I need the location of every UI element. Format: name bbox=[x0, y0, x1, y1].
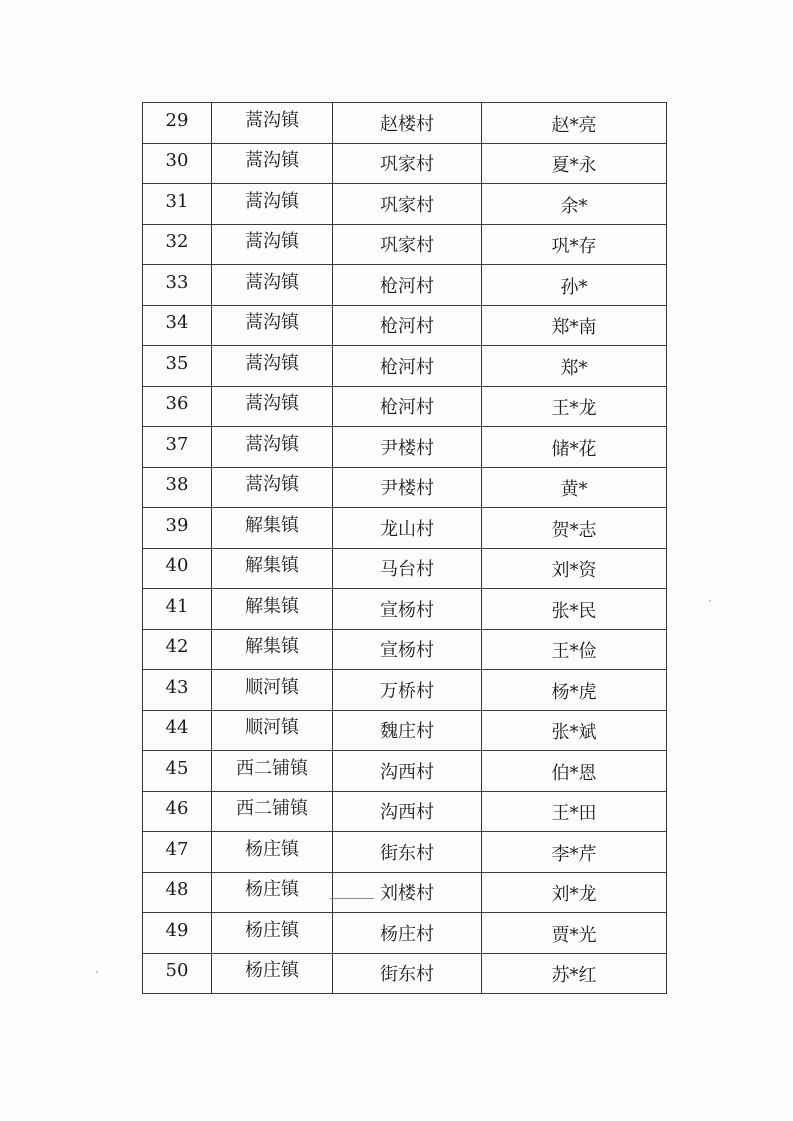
person-name-cell bbox=[482, 670, 667, 711]
table-row bbox=[143, 427, 667, 468]
person-name-cell-text: 储*花 bbox=[551, 438, 597, 460]
table-row bbox=[143, 913, 667, 954]
table-row bbox=[143, 386, 667, 427]
village-cell bbox=[333, 751, 482, 792]
row-number-cell-text: 40 bbox=[165, 555, 189, 577]
table-row bbox=[143, 548, 667, 589]
person-name-cell bbox=[482, 427, 667, 468]
person-name-cell bbox=[482, 872, 667, 913]
village-cell bbox=[333, 103, 482, 144]
town-cell bbox=[212, 467, 333, 508]
town-cell-text: 西二铺镇 bbox=[236, 757, 308, 779]
town-cell bbox=[212, 670, 333, 711]
village-cell bbox=[333, 346, 482, 387]
row-number-cell-text: 38 bbox=[165, 474, 189, 496]
row-number-cell-text: 42 bbox=[165, 636, 189, 658]
person-name-cell-text: 余* bbox=[560, 195, 588, 217]
table-row bbox=[143, 143, 667, 184]
person-name-cell bbox=[482, 629, 667, 670]
row-number-cell bbox=[143, 670, 212, 711]
village-cell bbox=[333, 629, 482, 670]
person-name-cell bbox=[482, 751, 667, 792]
row-number-cell bbox=[143, 629, 212, 670]
town-cell bbox=[212, 305, 333, 346]
person-name-cell bbox=[482, 346, 667, 387]
table-row bbox=[143, 103, 667, 144]
person-name-cell bbox=[482, 386, 667, 427]
village-cell bbox=[333, 913, 482, 954]
table-row bbox=[143, 589, 667, 630]
table-row bbox=[143, 265, 667, 306]
person-name-cell-text: 巩*存 bbox=[551, 236, 597, 258]
town-cell bbox=[212, 953, 333, 994]
row-number-cell bbox=[143, 791, 212, 832]
table-row bbox=[143, 751, 667, 792]
person-name-cell-text: 张*斌 bbox=[551, 722, 597, 744]
town-cell-text: 顺河镇 bbox=[245, 717, 299, 739]
village-cell-text: 万桥村 bbox=[380, 680, 434, 702]
table-row bbox=[143, 953, 667, 994]
person-name-cell bbox=[482, 508, 667, 549]
row-number-cell bbox=[143, 872, 212, 913]
row-number-cell-text: 36 bbox=[165, 393, 189, 415]
row-number-cell bbox=[143, 548, 212, 589]
village-cell bbox=[333, 791, 482, 832]
table-row bbox=[143, 184, 667, 225]
village-cell-text: 魏庄村 bbox=[380, 721, 434, 743]
village-cell-text: 巩家村 bbox=[380, 154, 434, 176]
roster-table bbox=[142, 102, 667, 994]
village-cell-text: 枪河村 bbox=[380, 275, 434, 297]
roster-table-body bbox=[143, 103, 667, 994]
village-cell bbox=[333, 670, 482, 711]
village-cell bbox=[333, 508, 482, 549]
town-cell bbox=[212, 224, 333, 265]
village-cell-text: 马台村 bbox=[380, 559, 434, 581]
person-name-cell-text: 王*田 bbox=[551, 803, 597, 825]
person-name-cell bbox=[482, 953, 667, 994]
village-cell-text: 尹楼村 bbox=[380, 478, 434, 500]
town-cell-text: 蒿沟镇 bbox=[245, 352, 299, 374]
person-name-cell-text: 郑* bbox=[560, 357, 588, 379]
town-cell bbox=[212, 386, 333, 427]
row-number-cell-text: 45 bbox=[165, 757, 189, 779]
table-row bbox=[143, 224, 667, 265]
row-number-cell bbox=[143, 751, 212, 792]
person-name-cell-text: 张*民 bbox=[551, 600, 597, 622]
town-cell bbox=[212, 872, 333, 913]
row-number-cell bbox=[143, 710, 212, 751]
town-cell-text: 蒿沟镇 bbox=[245, 433, 299, 455]
row-number-cell-text: 30 bbox=[165, 150, 189, 172]
row-number-cell-text: 32 bbox=[165, 231, 189, 253]
town-cell bbox=[212, 346, 333, 387]
row-number-cell bbox=[143, 143, 212, 184]
town-cell bbox=[212, 710, 333, 751]
table-row bbox=[143, 629, 667, 670]
village-cell-text: 沟西村 bbox=[380, 802, 434, 824]
town-cell-text: 解集镇 bbox=[245, 595, 299, 617]
town-cell-text: 杨庄镇 bbox=[245, 879, 299, 901]
village-cell bbox=[333, 184, 482, 225]
person-name-cell bbox=[482, 548, 667, 589]
person-name-cell-text: 黄* bbox=[560, 479, 588, 501]
person-name-cell-text: 孙* bbox=[560, 276, 588, 298]
person-name-cell bbox=[482, 710, 667, 751]
person-name-cell-text: 郑*南 bbox=[551, 317, 597, 339]
town-cell bbox=[212, 913, 333, 954]
row-number-cell bbox=[143, 386, 212, 427]
town-cell-text: 解集镇 bbox=[245, 555, 299, 577]
row-number-cell-text: 35 bbox=[165, 352, 189, 374]
table-row bbox=[143, 791, 667, 832]
town-cell-text: 蒿沟镇 bbox=[245, 150, 299, 172]
town-cell-text: 蒿沟镇 bbox=[245, 231, 299, 253]
row-number-cell-text: 31 bbox=[165, 190, 189, 212]
table-row bbox=[143, 346, 667, 387]
village-cell bbox=[333, 305, 482, 346]
town-cell bbox=[212, 265, 333, 306]
person-name-cell-text: 王*俭 bbox=[551, 641, 597, 663]
village-cell-text: 枪河村 bbox=[380, 356, 434, 378]
village-cell bbox=[333, 265, 482, 306]
village-cell-text: 赵楼村 bbox=[380, 113, 434, 135]
row-number-cell bbox=[143, 953, 212, 994]
person-name-cell bbox=[482, 467, 667, 508]
person-name-cell bbox=[482, 103, 667, 144]
person-name-cell bbox=[482, 265, 667, 306]
table-row bbox=[143, 832, 667, 873]
town-cell bbox=[212, 508, 333, 549]
person-name-cell bbox=[482, 143, 667, 184]
village-cell bbox=[333, 953, 482, 994]
village-cell bbox=[333, 467, 482, 508]
row-number-cell bbox=[143, 427, 212, 468]
village-cell-text: 街东村 bbox=[380, 964, 434, 986]
row-number-cell-text: 47 bbox=[165, 838, 189, 860]
person-name-cell bbox=[482, 913, 667, 954]
town-cell-text: 杨庄镇 bbox=[245, 960, 299, 982]
person-name-cell-text: 贾*光 bbox=[551, 924, 597, 946]
town-cell-text: 西二铺镇 bbox=[236, 798, 308, 820]
table-row bbox=[143, 670, 667, 711]
village-cell bbox=[333, 832, 482, 873]
village-cell bbox=[333, 872, 482, 913]
row-number-cell-text: 33 bbox=[165, 271, 189, 293]
row-number-cell-text: 44 bbox=[165, 717, 189, 739]
town-cell-text: 解集镇 bbox=[245, 514, 299, 536]
town-cell-text: 蒿沟镇 bbox=[245, 312, 299, 334]
row-number-cell bbox=[143, 913, 212, 954]
person-name-cell bbox=[482, 224, 667, 265]
village-cell-text: 枪河村 bbox=[380, 397, 434, 419]
village-cell-text: 宣杨村 bbox=[380, 640, 434, 662]
village-cell-text: 巩家村 bbox=[380, 235, 434, 257]
town-cell-text: 杨庄镇 bbox=[245, 838, 299, 860]
scan-speck bbox=[709, 600, 711, 602]
scan-speck bbox=[96, 971, 98, 973]
town-cell bbox=[212, 832, 333, 873]
table-row bbox=[143, 872, 667, 913]
row-number-cell-text: 29 bbox=[165, 109, 189, 131]
town-cell bbox=[212, 184, 333, 225]
person-name-cell bbox=[482, 184, 667, 225]
town-cell-text: 蒿沟镇 bbox=[245, 271, 299, 293]
row-number-cell bbox=[143, 305, 212, 346]
row-number-cell bbox=[143, 265, 212, 306]
town-cell bbox=[212, 548, 333, 589]
village-cell bbox=[333, 427, 482, 468]
village-cell-text: 枪河村 bbox=[380, 316, 434, 338]
village-cell-text: 刘楼村 bbox=[380, 883, 434, 905]
town-cell-text: 蒿沟镇 bbox=[245, 393, 299, 415]
town-cell-text: 解集镇 bbox=[245, 636, 299, 658]
village-cell bbox=[333, 143, 482, 184]
person-name-cell bbox=[482, 305, 667, 346]
village-cell-text: 宣杨村 bbox=[380, 599, 434, 621]
town-cell bbox=[212, 629, 333, 670]
row-number-cell-text: 39 bbox=[165, 514, 189, 536]
village-cell-text: 沟西村 bbox=[380, 761, 434, 783]
row-number-cell bbox=[143, 832, 212, 873]
row-number-cell-text: 50 bbox=[165, 960, 189, 982]
town-cell bbox=[212, 589, 333, 630]
village-cell-text: 龙山村 bbox=[380, 518, 434, 540]
village-cell-text: 尹楼村 bbox=[380, 437, 434, 459]
row-number-cell-text: 43 bbox=[165, 676, 189, 698]
person-name-cell-text: 刘*龙 bbox=[551, 884, 597, 906]
village-cell-text: 街东村 bbox=[380, 842, 434, 864]
person-name-cell-text: 夏*永 bbox=[551, 155, 597, 177]
table-row bbox=[143, 710, 667, 751]
town-cell bbox=[212, 143, 333, 184]
row-number-cell-text: 46 bbox=[165, 798, 189, 820]
village-cell bbox=[333, 386, 482, 427]
pen-stroke-mark bbox=[330, 898, 374, 899]
row-number-cell bbox=[143, 467, 212, 508]
row-number-cell-text: 41 bbox=[165, 595, 189, 617]
town-cell-text: 杨庄镇 bbox=[245, 919, 299, 941]
person-name-cell bbox=[482, 589, 667, 630]
village-cell-text: 杨庄村 bbox=[380, 923, 434, 945]
town-cell-text: 顺河镇 bbox=[245, 676, 299, 698]
town-cell bbox=[212, 103, 333, 144]
village-cell bbox=[333, 589, 482, 630]
table-row bbox=[143, 305, 667, 346]
person-name-cell bbox=[482, 791, 667, 832]
town-cell bbox=[212, 751, 333, 792]
row-number-cell bbox=[143, 103, 212, 144]
village-cell bbox=[333, 224, 482, 265]
village-cell bbox=[333, 548, 482, 589]
town-cell bbox=[212, 791, 333, 832]
row-number-cell bbox=[143, 346, 212, 387]
row-number-cell-text: 37 bbox=[165, 433, 189, 455]
person-name-cell bbox=[482, 832, 667, 873]
town-cell-text: 蒿沟镇 bbox=[245, 109, 299, 131]
person-name-cell-text: 赵*亮 bbox=[551, 114, 597, 136]
person-name-cell-text: 伯*恩 bbox=[551, 762, 597, 784]
row-number-cell-text: 49 bbox=[165, 919, 189, 941]
person-name-cell-text: 苏*红 bbox=[551, 965, 597, 987]
row-number-cell-text: 34 bbox=[165, 312, 189, 334]
town-cell-text: 蒿沟镇 bbox=[245, 190, 299, 212]
table-row bbox=[143, 467, 667, 508]
village-cell-text: 巩家村 bbox=[380, 194, 434, 216]
village-cell bbox=[333, 710, 482, 751]
town-cell-text: 蒿沟镇 bbox=[245, 474, 299, 496]
row-number-cell bbox=[143, 224, 212, 265]
person-name-cell-text: 杨*虎 bbox=[551, 681, 597, 703]
row-number-cell bbox=[143, 184, 212, 225]
person-name-cell-text: 贺*志 bbox=[551, 519, 597, 541]
table-row bbox=[143, 508, 667, 549]
row-number-cell-text: 48 bbox=[165, 879, 189, 901]
person-name-cell-text: 李*芹 bbox=[551, 843, 597, 865]
person-name-cell-text: 刘*资 bbox=[551, 560, 597, 582]
town-cell bbox=[212, 427, 333, 468]
person-name-cell-text: 王*龙 bbox=[551, 398, 597, 420]
row-number-cell bbox=[143, 589, 212, 630]
row-number-cell bbox=[143, 508, 212, 549]
